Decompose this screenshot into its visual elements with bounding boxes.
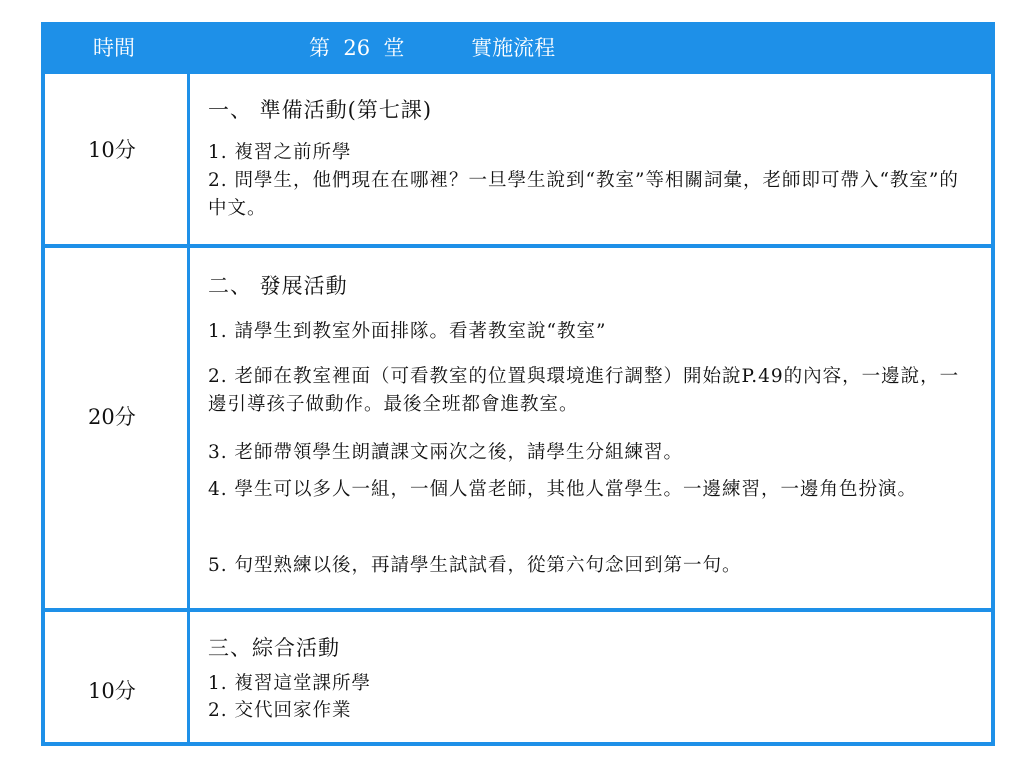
- row-1-time-cell: [45, 74, 187, 244]
- row-1-time: 10分: [88, 138, 136, 162]
- row-3-section-title: 三、綜合活動: [208, 636, 340, 660]
- row-2-time: 20分: [88, 405, 136, 429]
- row-2-item-1: 1. 請學生到教室外面排隊。看著教室說“教室”: [208, 321, 607, 342]
- row-2-content-cell: [190, 248, 991, 608]
- row-2-time-cell: [45, 248, 187, 608]
- row-2-section-title: 二、 發展活動: [208, 274, 348, 298]
- row-1-item-2: 2. 問學生，他們現在在哪裡？一旦學生說到“教室”等相關詞彙，老師即可帶入“教室”的中文。: [208, 170, 959, 219]
- row-3-content-cell: [190, 612, 991, 742]
- row-2-item-2: 2. 老師在教室裡面（可看教室的位置與環境進行調整）開始說P.49的內容，一邊說，一邊引導孩子做動作。最後全班都會進教室。: [208, 366, 960, 415]
- row-2-item-5: 5. 句型熟練以後，再請學生試試看，從第六句念回到第一句。: [208, 555, 742, 576]
- row-1-content-cell: [190, 74, 991, 244]
- header-title: 第 26 堂 實施流程: [309, 36, 556, 60]
- row-3-time: 10分: [88, 679, 136, 703]
- row-2-item-4: 4. 學生可以多人一組，一個人當老師，其他人當學生。一邊練習，一邊角色扮演。: [208, 479, 918, 500]
- header-time-label: 時間: [93, 36, 135, 60]
- row-3-item-2: 2. 交代回家作業: [208, 700, 352, 721]
- lesson-plan-table: [41, 22, 995, 746]
- row-1-section-title: 一、 準備活動(第七課): [208, 98, 433, 122]
- row-3-item-1: 1. 複習這堂課所學: [208, 673, 372, 694]
- row-3-time-cell: [45, 612, 187, 742]
- row-1-item-1: 1. 複習之前所學: [208, 142, 352, 163]
- row-2-item-3: 3. 老師帶領學生朗讀課文兩次之後，請學生分組練習。: [208, 442, 684, 463]
